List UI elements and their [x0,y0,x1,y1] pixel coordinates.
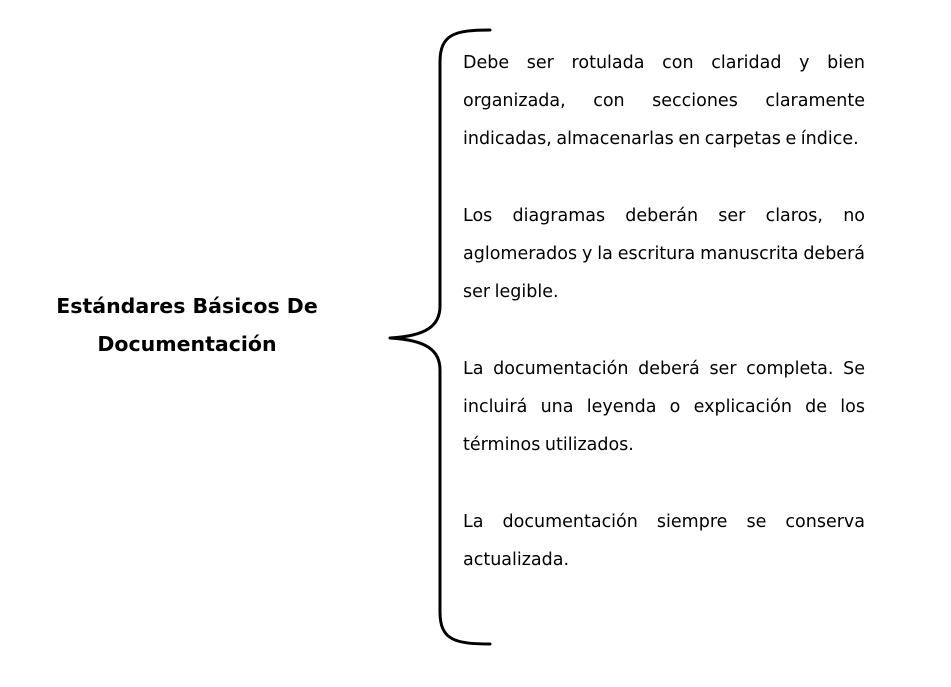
criteria-list [463,44,865,579]
criterion-diagrams: Los diagramas deberán ser claros, no aglomerados y la escritura manuscrita deberá ser legible. [463,206,865,302]
criterion-organization: Debe ser rotulada con claridad y bien organizada, con secciones claramente indicadas, almacenarlas en carpetas e índice. [463,53,865,149]
diagram-title: Estándares Básicos De Documentación [56,294,318,356]
criterion-updated: La documentación siempre se conserva actualizada. [463,512,865,570]
criterion-completeness: La documentación deberá ser completa. Se incluirá una leyenda o explicación de los términos utilizados. [463,359,865,455]
